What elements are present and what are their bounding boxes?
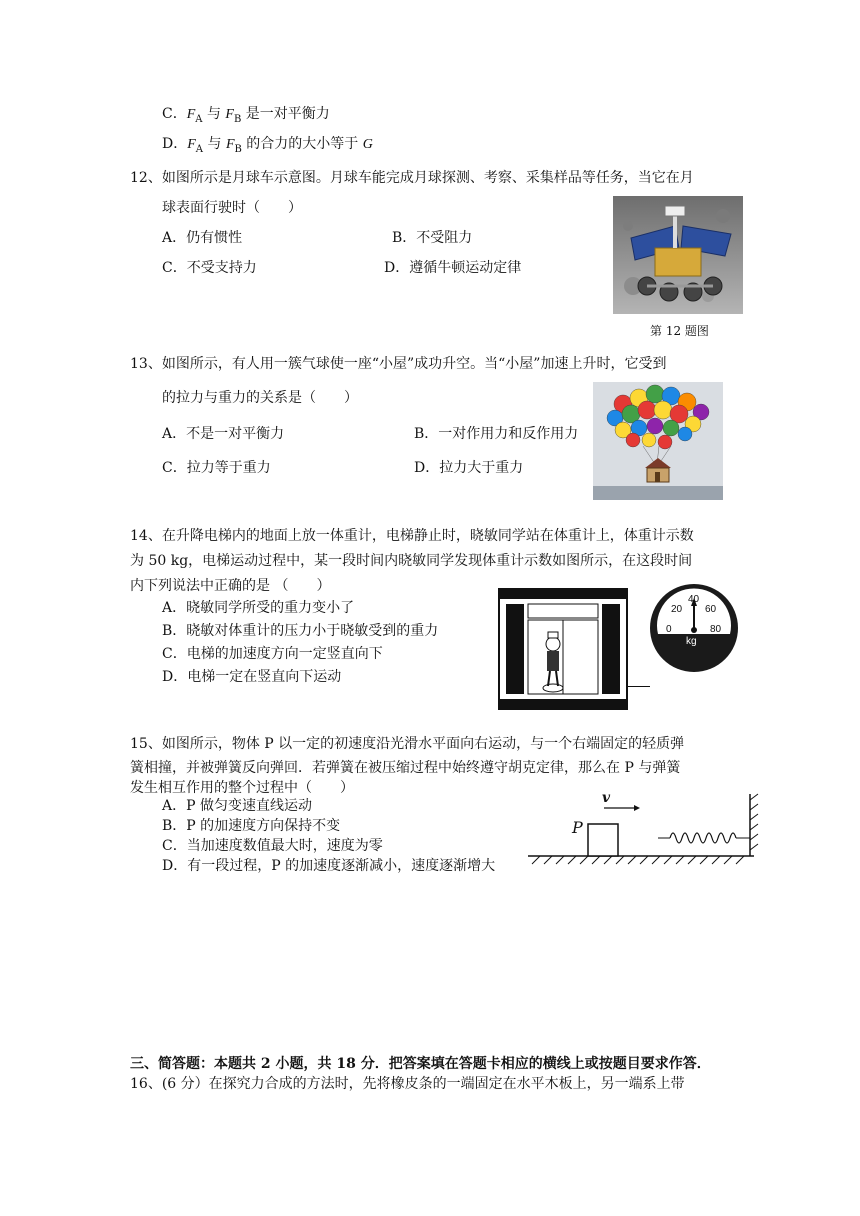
q15-stem-line2: 簧相撞，并被弹簧反向弹回．若弹簧在被压缩过程中始终遵守胡克定律，那么在 P 与弹簧: [130, 760, 681, 776]
dial-unit-kg: kg: [686, 636, 697, 647]
q12-option-a: A．仍有惯性: [162, 230, 243, 246]
q11-option-c: C．$F_A$ 与 $F_B$ 是一对平衡力: [162, 106, 330, 125]
spring-block-figure: [528, 790, 764, 866]
velocity-label: v: [602, 790, 611, 806]
q12-option-c: C．不受支持力: [162, 260, 257, 276]
q15-option-d: D．有一段过程，P 的加速度逐渐减小，速度逐渐增大: [162, 858, 496, 874]
q15-option-c: C．当加速度数值最大时，速度为零: [162, 838, 383, 854]
section3-heading: 三、简答题：本题共 2 小题，共 18 分．把答案填在答题卡相应的横线上或按题目要求作答．: [130, 1056, 711, 1072]
q13-stem-line1: 13、如图所示，有人用一簇气球使一座“小屋”成功升空。当“小屋”加速上升时，它受到: [130, 356, 667, 372]
q15-option-a: A．P 做匀变速直线运动: [162, 798, 312, 814]
q12-stem-line2: 球表面行驶时（ ）: [162, 200, 302, 216]
q12-stem-line1: 12、如图所示是月球车示意图。月球车能完成月球探测、考察、采集样品等任务，当它在月: [130, 170, 694, 186]
q13-option-b: B．一对作用力和反作用力: [414, 426, 579, 442]
q14-option-b: B．晓敏对体重计的压力小于晓敏受到的重力: [162, 623, 439, 639]
q13-option-a: A．不是一对平衡力: [162, 426, 285, 442]
q12-option-d: D．遵循牛顿运动定律: [384, 260, 522, 276]
q14-option-a: A．晓敏同学所受的重力变小了: [162, 600, 355, 616]
dial-connector: [628, 686, 650, 687]
balloon-house-image: [593, 382, 723, 500]
q11-option-d: D．$F_A$ 与 $F_B$ 的合力的大小等于 G: [162, 136, 373, 155]
elevator-figure: [498, 588, 628, 710]
dial-tick-0: 0: [666, 624, 672, 635]
lunar-rover-image: [613, 196, 743, 314]
q12-figure-caption: 第 12 题图: [650, 324, 709, 338]
dial-tick-80: 80: [710, 624, 722, 635]
q12-option-b: B．不受阻力: [392, 230, 473, 246]
q14-option-c: C．电梯的加速度方向一定竖直向下: [162, 646, 383, 662]
block-p-label: P: [572, 818, 583, 837]
q14-stem-line2: 为 50 kg，电梯运动过程中，某一段时间内晓敏同学发现体重计示数如图所示，在这段时间: [130, 553, 693, 569]
q13-option-c: C．拉力等于重力: [162, 460, 271, 476]
q15-stem-line3: 发生相互作用的整个过程中（ ）: [130, 780, 354, 796]
q14-stem-line1: 14、在升降电梯内的地面上放一体重计，电梯静止时，晓敏同学站在体重计上，体重计示数: [130, 528, 694, 544]
dial-tick-20: 20: [671, 604, 683, 615]
q13-stem-line2: 的拉力与重力的关系是（ ）: [162, 390, 358, 406]
q14-stem-line3: 内下列说法中正确的是 （ ）: [130, 578, 331, 594]
q15-option-b: B．P 的加速度方向保持不变: [162, 818, 341, 834]
dial-tick-60: 60: [705, 604, 717, 615]
q15-stem-line1: 15、如图所示，物体 P 以一定的初速度沿光滑水平面向右运动，与一个右端固定的轻质弹: [130, 736, 685, 752]
q14-option-d: D．电梯一定在竖直向下运动: [162, 669, 342, 685]
dial-tick-40: 40: [688, 594, 700, 605]
q16-stem-line1: 16、(6 分）在探究力合成的方法时，先将橡皮条的一端固定在水平木板上，另一端系上带: [130, 1076, 685, 1092]
q13-option-d: D．拉力大于重力: [414, 460, 524, 476]
